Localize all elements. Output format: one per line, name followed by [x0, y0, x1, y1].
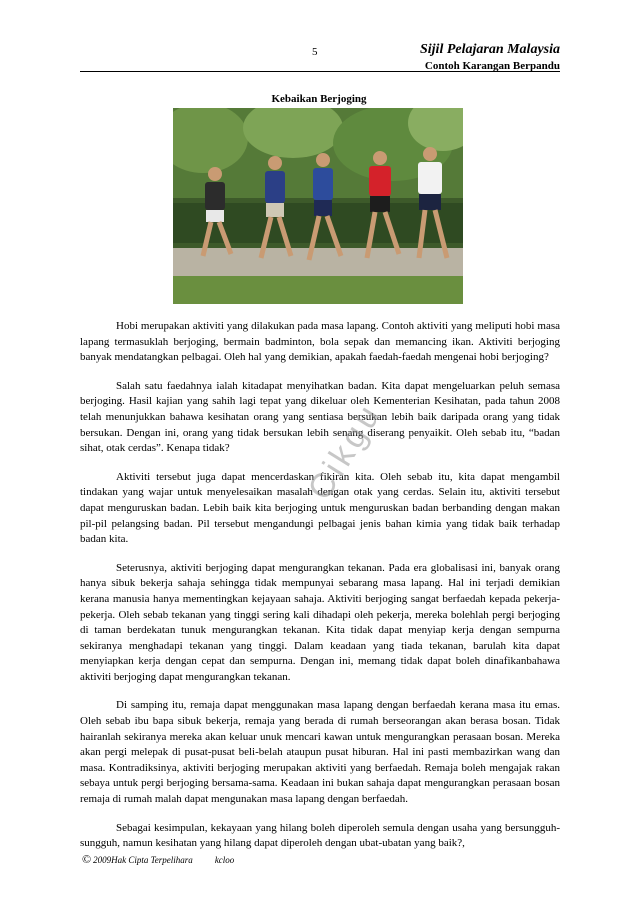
paragraph-3: Aktiviti tersebut juga dapat mencerdaskan fikiran kita. Oleh sebab itu, kita dapat mengambil tindakan yang wajar untuk menyelesaikan masalah dengan otak yang cerdas. Selain itu, aktiviti tersebut dapat menguruskan badan. Lebih baik kita berjoging untuk menguruskan badan berbanding dengan makan pil-pil pelangsing badan. Pil tersebut mengandungi pelbagai jenis bahan kimia yang tidak baik terhadap badan kita. — [80, 470, 560, 546]
paragraph-5: Di samping itu, remaja dapat menggunakan masa lapang dengan berfaedah kerana masa itu emas. Oleh sebab ibu bapa sibuk bekerja, remaja yang berada di rumah berseorangan akan berasa bosan. Tidak hairanlah sekiranya mereka akan keluar unuk mencari kawan untuk mengurangkan perasaan bosan. Mereka akan pergi melepak di pusat-pusat beli-belah ataupun pusat hiburan. Hal ini pasti membazirkan wang dan masa. Kontradiksinya, aktiviti berjoging merupakan aktiviti yang berfaedah. Remaja boleh mengajak rakan sebaya untuk pergi berjoging bersama-sama. Keadaan ini bukan sahaja dapat mengurangkan perasaan bosan remaja di rumah malah dapat mengunakan masa lapang dengan berfaedah. — [80, 699, 560, 806]
header-rule — [80, 71, 560, 72]
joggers-photo — [173, 108, 463, 304]
essay-title: Kebaikan Berjoging — [271, 93, 367, 105]
footer-copyright-text: 2009Hak Cipta Terpelihara — [93, 855, 193, 865]
essay-body — [80, 319, 560, 865]
grass — [173, 276, 463, 304]
paragraph-2: Salah satu faedahnya ialah kitadapat menyihatkan badan. Kita dapat mengeluarkan peluh semasa berjoging. Hasil kajian yang sahih lagi tepat yang dikeluar oleh Kementerian Kesihatan, pada tahun 2008 telah menunjukkan bahawa kesihatan orang yang sentiasa bersukan lebih baik daripada orang yang tidak bersukan. Dengan ini, orang yang tidak bersukan lebih senang diserang penyaikit. Oleh sebab itu, “badan sihat, otak cerdas”. Kenapa tidak? — [80, 379, 560, 455]
watermark: Cikgu — [300, 395, 390, 507]
joggers-photo-drawing — [173, 108, 463, 304]
paragraph-4: Seterusnya, aktiviti berjoging dapat mengurangkan tekanan. Pada era globalisasi ini, banyak orang hanya sibuk bekerja sahaja sehingga tidak mempunyai sebarang masa lapang. Hal ini terjadi demikian kerana manusia hanya mementingkan kejayaan sahaja. Aktiviti berjoging sangat berfaedah kepada pekerja-pekerja. Oleh sebab tekanan yang tinggi sering kali dihadapi oleh pekerja, mereka bolehlah pergi berjoging di taman berdekatan tunuk mengurangkan tekanan. Kita tidak dapat menyiap kerja dengan sempurna sekiranya menghadapi tekanan yang tinggi. Dalam keadaan yang tiada tekanan, barulah kita dapat menyiapkan kerja dengan cepat dan sempurna. Dengan ini, memang tidak dapat boleh dinafikanbahawa aktiviti berjoging dapat mengurangkan tekanan. — [80, 561, 560, 683]
paragraph-1: Hobi merupakan aktiviti yang dilakukan pada masa lapang. Contoh aktiviti yang meliputi hobi masa lapang termasuklah berjoging, bermain badminton, bola sepak dan memancing ikan. Aktiviti berjoging banyak mendatangkan pelbagai. Oleh hal yang demikian, apakah faedah-faedah mengenai hobi berjoging? — [80, 320, 560, 364]
paragraph-6: Sebagai kesimpulan, kekayaan yang hilang boleh diperoleh semula dengan usaha yang bersungguh-sungguh, namun kesihatan yang hilang dapat diperoleh dengan ubat-ubatan yang baik?, — [80, 821, 560, 850]
page-number: 5 — [312, 46, 318, 58]
footer-author: kcloo — [214, 855, 235, 865]
header-subtitle: Contoh Karangan Berpandu — [424, 60, 560, 72]
footer — [82, 852, 234, 867]
copyright-icon: © — [82, 852, 92, 866]
header-title: Sijil Pelajaran Malaysia — [419, 42, 560, 57]
